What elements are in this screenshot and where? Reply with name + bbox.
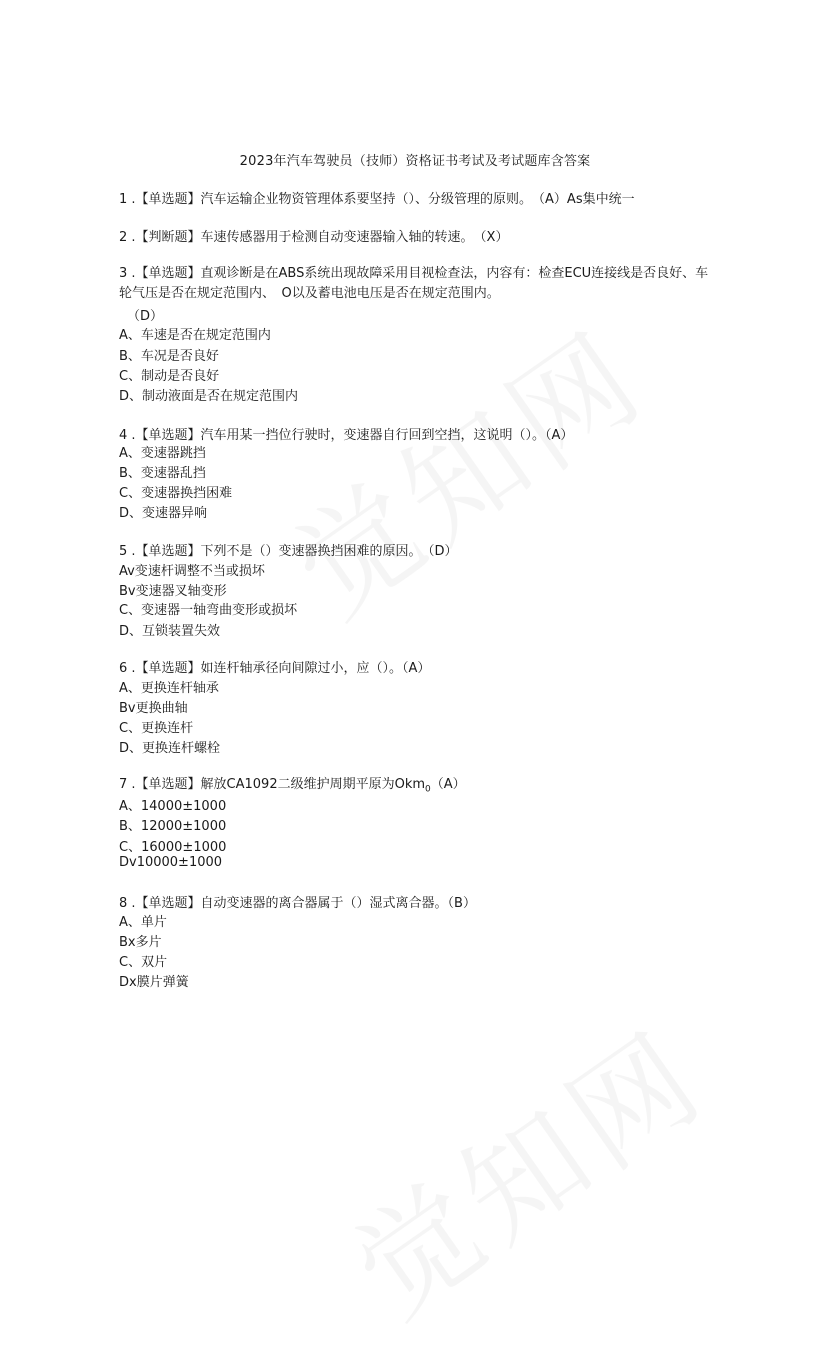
question-3-answer: （D）	[127, 309, 164, 324]
option: C、双片	[119, 955, 168, 970]
option: Bx多片	[119, 935, 162, 950]
option: B、车况是否良好	[119, 349, 219, 364]
question-5: 5 .【单选题】下列不是（）变速器换挡困难的原因。 （D）	[119, 544, 458, 559]
option: C、16000±1000	[119, 840, 227, 855]
question-7-subscript: 0	[425, 784, 431, 795]
option: C、制动是否良好	[119, 369, 220, 384]
watermark	[316, 984, 734, 1348]
option: A、车速是否在规定范围内	[119, 328, 271, 343]
question-6: 6 .【单选题】如连杆轴承径向间隙过小，应（）。（A）	[119, 661, 431, 676]
option: Bv变速器叉轴变形	[119, 584, 227, 599]
option: B、变速器乱挡	[119, 466, 206, 481]
option: Dv10000±1000	[119, 855, 223, 870]
page-title: 2023年汽车驾驶员（技师）资格证书考试及考试题库含答案	[239, 154, 591, 169]
option: Av变速杆调整不当或损坏	[119, 564, 265, 579]
option: C、更换连杆	[119, 721, 194, 736]
option: B、12000±1000	[119, 819, 227, 834]
question-7	[119, 773, 466, 795]
question-7-answer: （A）	[430, 777, 466, 792]
question-4: 4 .【单选题】汽车用某一挡位行驶时，变速器自行回到空挡，这说明（）。（A）	[119, 428, 574, 443]
option: Dx膜片弹簧	[119, 975, 189, 990]
option: D、变速器异响	[119, 506, 208, 521]
option: A、14000±1000	[119, 799, 227, 814]
option: D、互锁装置失效	[119, 624, 221, 639]
option: A、更换连杆轴承	[119, 681, 219, 696]
option: A、单片	[119, 915, 167, 930]
option: Bv更换曲轴	[119, 701, 188, 716]
option: D、制动液面是否在规定范围内	[119, 389, 299, 404]
question-2: 2 .【判断题】车速传感器用于检测自动变速器输入轴的转速。 （X）	[119, 230, 509, 245]
option: C、变速器换挡困难	[119, 486, 233, 501]
question-7-stem: 7 .【单选题】解放CA1092二级维护周期平原为Okm	[119, 777, 426, 792]
watermark	[256, 284, 674, 649]
option: D、更换连杆螺栓	[119, 741, 221, 756]
option: C、变速器一轴弯曲变形或损坏	[119, 603, 298, 618]
question-1: 1 .【单选题】汽车运输企业物资管理体系要坚持（）、分级管理的原则。 （A）As集中统一	[119, 192, 635, 207]
option: A、变速器跳挡	[119, 446, 206, 461]
question-3: 3 .【单选题】直观诊断是在ABS系统出现故障采用目视检查法，内容有：检查ECU连接线是否良好、车轮气压是否在规定范围内、 O以及蓄电池电压是否在规定范围内。	[119, 266, 709, 301]
question-8: 8 .【单选题】自动变速器的离合器属于（）湿式离合器。（B）	[119, 896, 476, 911]
